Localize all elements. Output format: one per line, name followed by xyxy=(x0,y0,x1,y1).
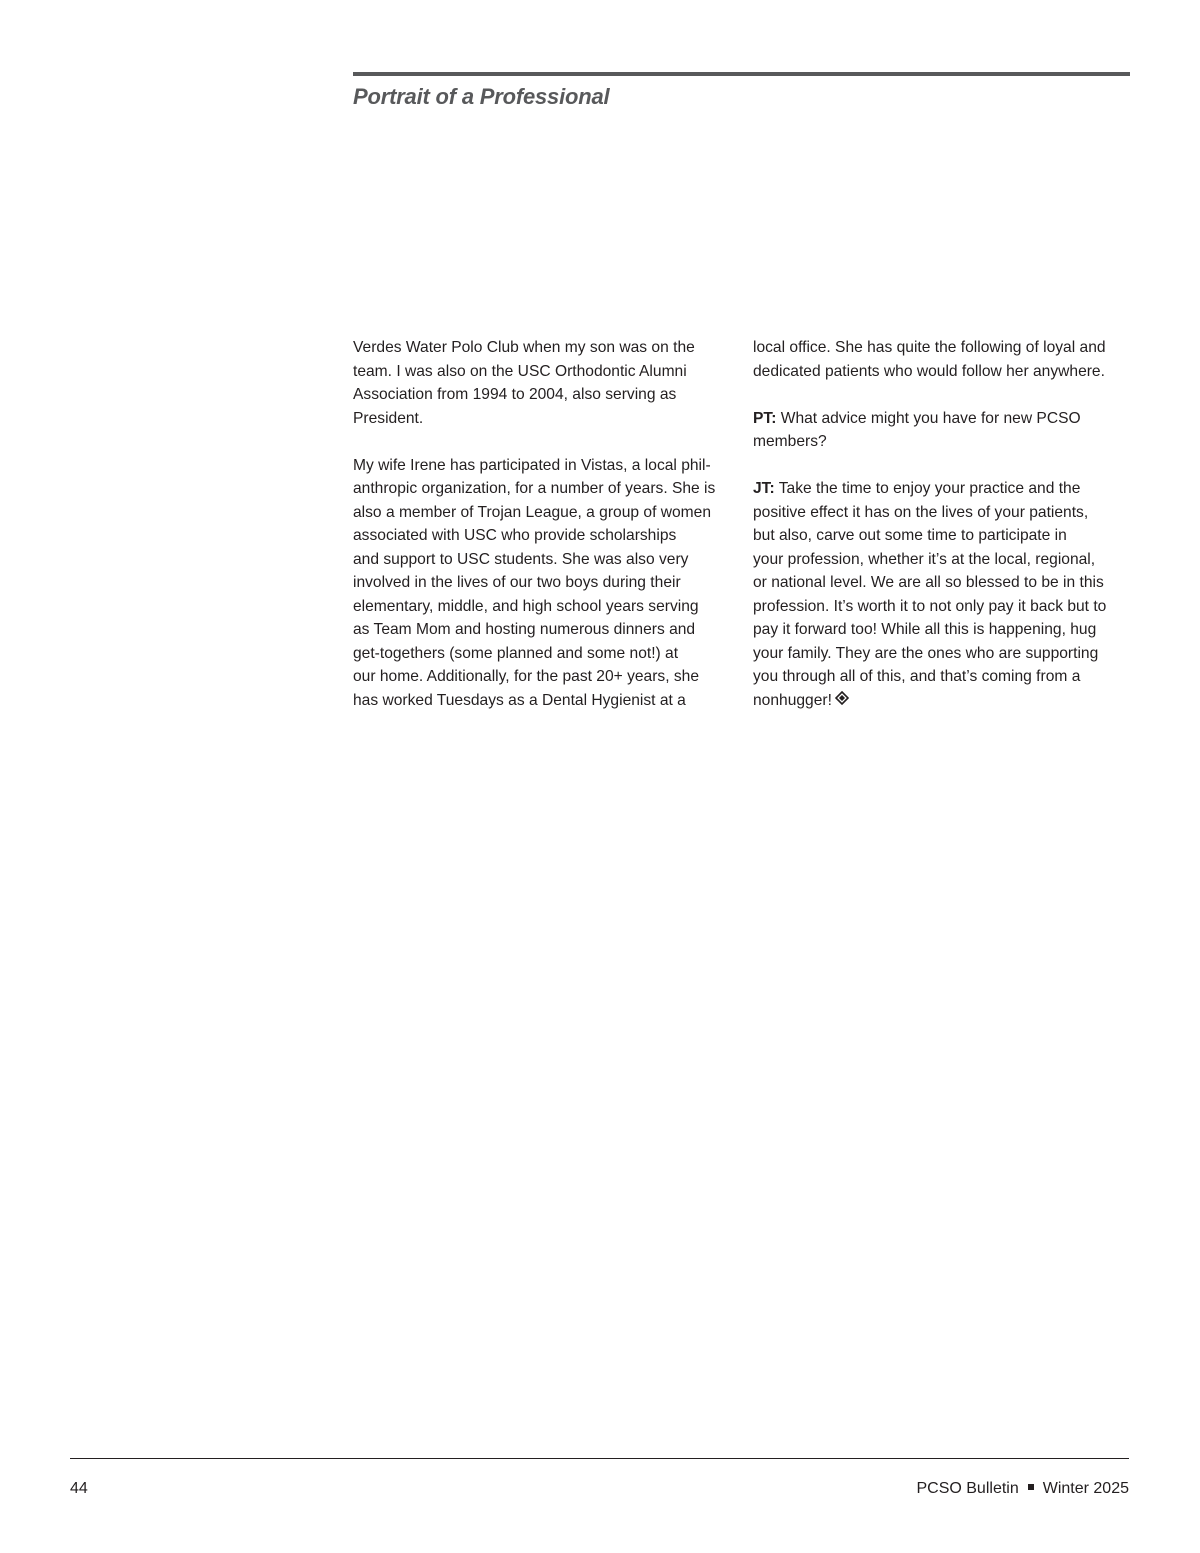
body-line: dedicated patients who would follow her anywhere. xyxy=(753,362,1105,380)
body-line: associated with USC who provide scholarships xyxy=(353,527,677,544)
header-rule xyxy=(353,72,1130,76)
paragraph-gap xyxy=(753,454,1135,478)
answer-text: Take the time to enjoy your practice and the xyxy=(774,480,1081,497)
body-line: Association from 1994 to 2004, also serving as xyxy=(353,386,677,403)
answer-line: positive effect it has on the lives of your patients, xyxy=(753,503,1089,521)
body-line: team. I was also on the USC Orthodontic Alumni xyxy=(353,362,687,380)
body-line: our home. Additionally, for the past 20+ years, she xyxy=(353,668,700,685)
body-line: as Team Mom and hosting numerous dinners and xyxy=(353,621,696,638)
left-column xyxy=(353,336,731,712)
body-line: involved in the lives of our two boys during their xyxy=(353,574,681,591)
diamond-end-mark-icon xyxy=(835,689,849,713)
body-line: local office. She has quite the following of loyal and xyxy=(753,339,1106,356)
answer-line: profession. It’s worth it to not only pay it back but to xyxy=(753,597,1107,615)
body-line: has worked Tuesdays as a Dental Hygienist at a xyxy=(353,691,686,709)
answer-speaker: JT: xyxy=(753,480,775,497)
question-line xyxy=(753,407,1135,431)
body-line: also a member of Trojan League, a group of women xyxy=(353,503,712,521)
right-column xyxy=(753,336,1135,712)
body-line: anthropic organization, for a number of years. She is xyxy=(353,480,716,497)
paragraph-gap xyxy=(753,383,1135,407)
answer-text: nonhugger! xyxy=(753,691,832,709)
answer-line xyxy=(753,689,1135,713)
answer-line: or national level. We are all so blessed to be in this xyxy=(753,574,1104,591)
body-line: get-togethers (some planned and some not!) at xyxy=(353,644,679,662)
publication-name: PCSO Bulletin xyxy=(916,1480,1019,1497)
body-line: elementary, middle, and high school years serving xyxy=(353,597,699,615)
body-line: Verdes Water Polo Club when my son was on the xyxy=(353,339,695,356)
footer-publication xyxy=(916,1480,1129,1498)
question-line: members? xyxy=(753,433,827,450)
issue-date: Winter 2025 xyxy=(1042,1480,1129,1497)
answer-line xyxy=(753,477,1135,501)
page-number: 44 xyxy=(70,1480,88,1497)
question-speaker: PT: xyxy=(753,409,777,427)
question-text: What advice might you have for new PCSO xyxy=(776,409,1081,427)
answer-line: but also, carve out some time to participate in xyxy=(753,527,1067,544)
answer-line: you through all of this, and that’s coming from a xyxy=(753,668,1081,685)
body-line: and support to USC students. She was also very xyxy=(353,550,689,568)
paragraph-gap xyxy=(353,430,731,454)
answer-line: your family. They are the ones who are supporting xyxy=(753,644,1099,662)
body-line: President. xyxy=(353,409,424,427)
answer-line: your profession, whether it’s at the local, regional, xyxy=(753,550,1096,568)
section-title: Portrait of a Professional xyxy=(353,84,610,109)
square-separator-icon xyxy=(1028,1484,1034,1490)
body-line: My wife Irene has participated in Vistas, a local phil- xyxy=(353,456,711,474)
footer-rule xyxy=(70,1458,1129,1459)
answer-line: pay it forward too! While all this is happening, hug xyxy=(753,621,1097,638)
